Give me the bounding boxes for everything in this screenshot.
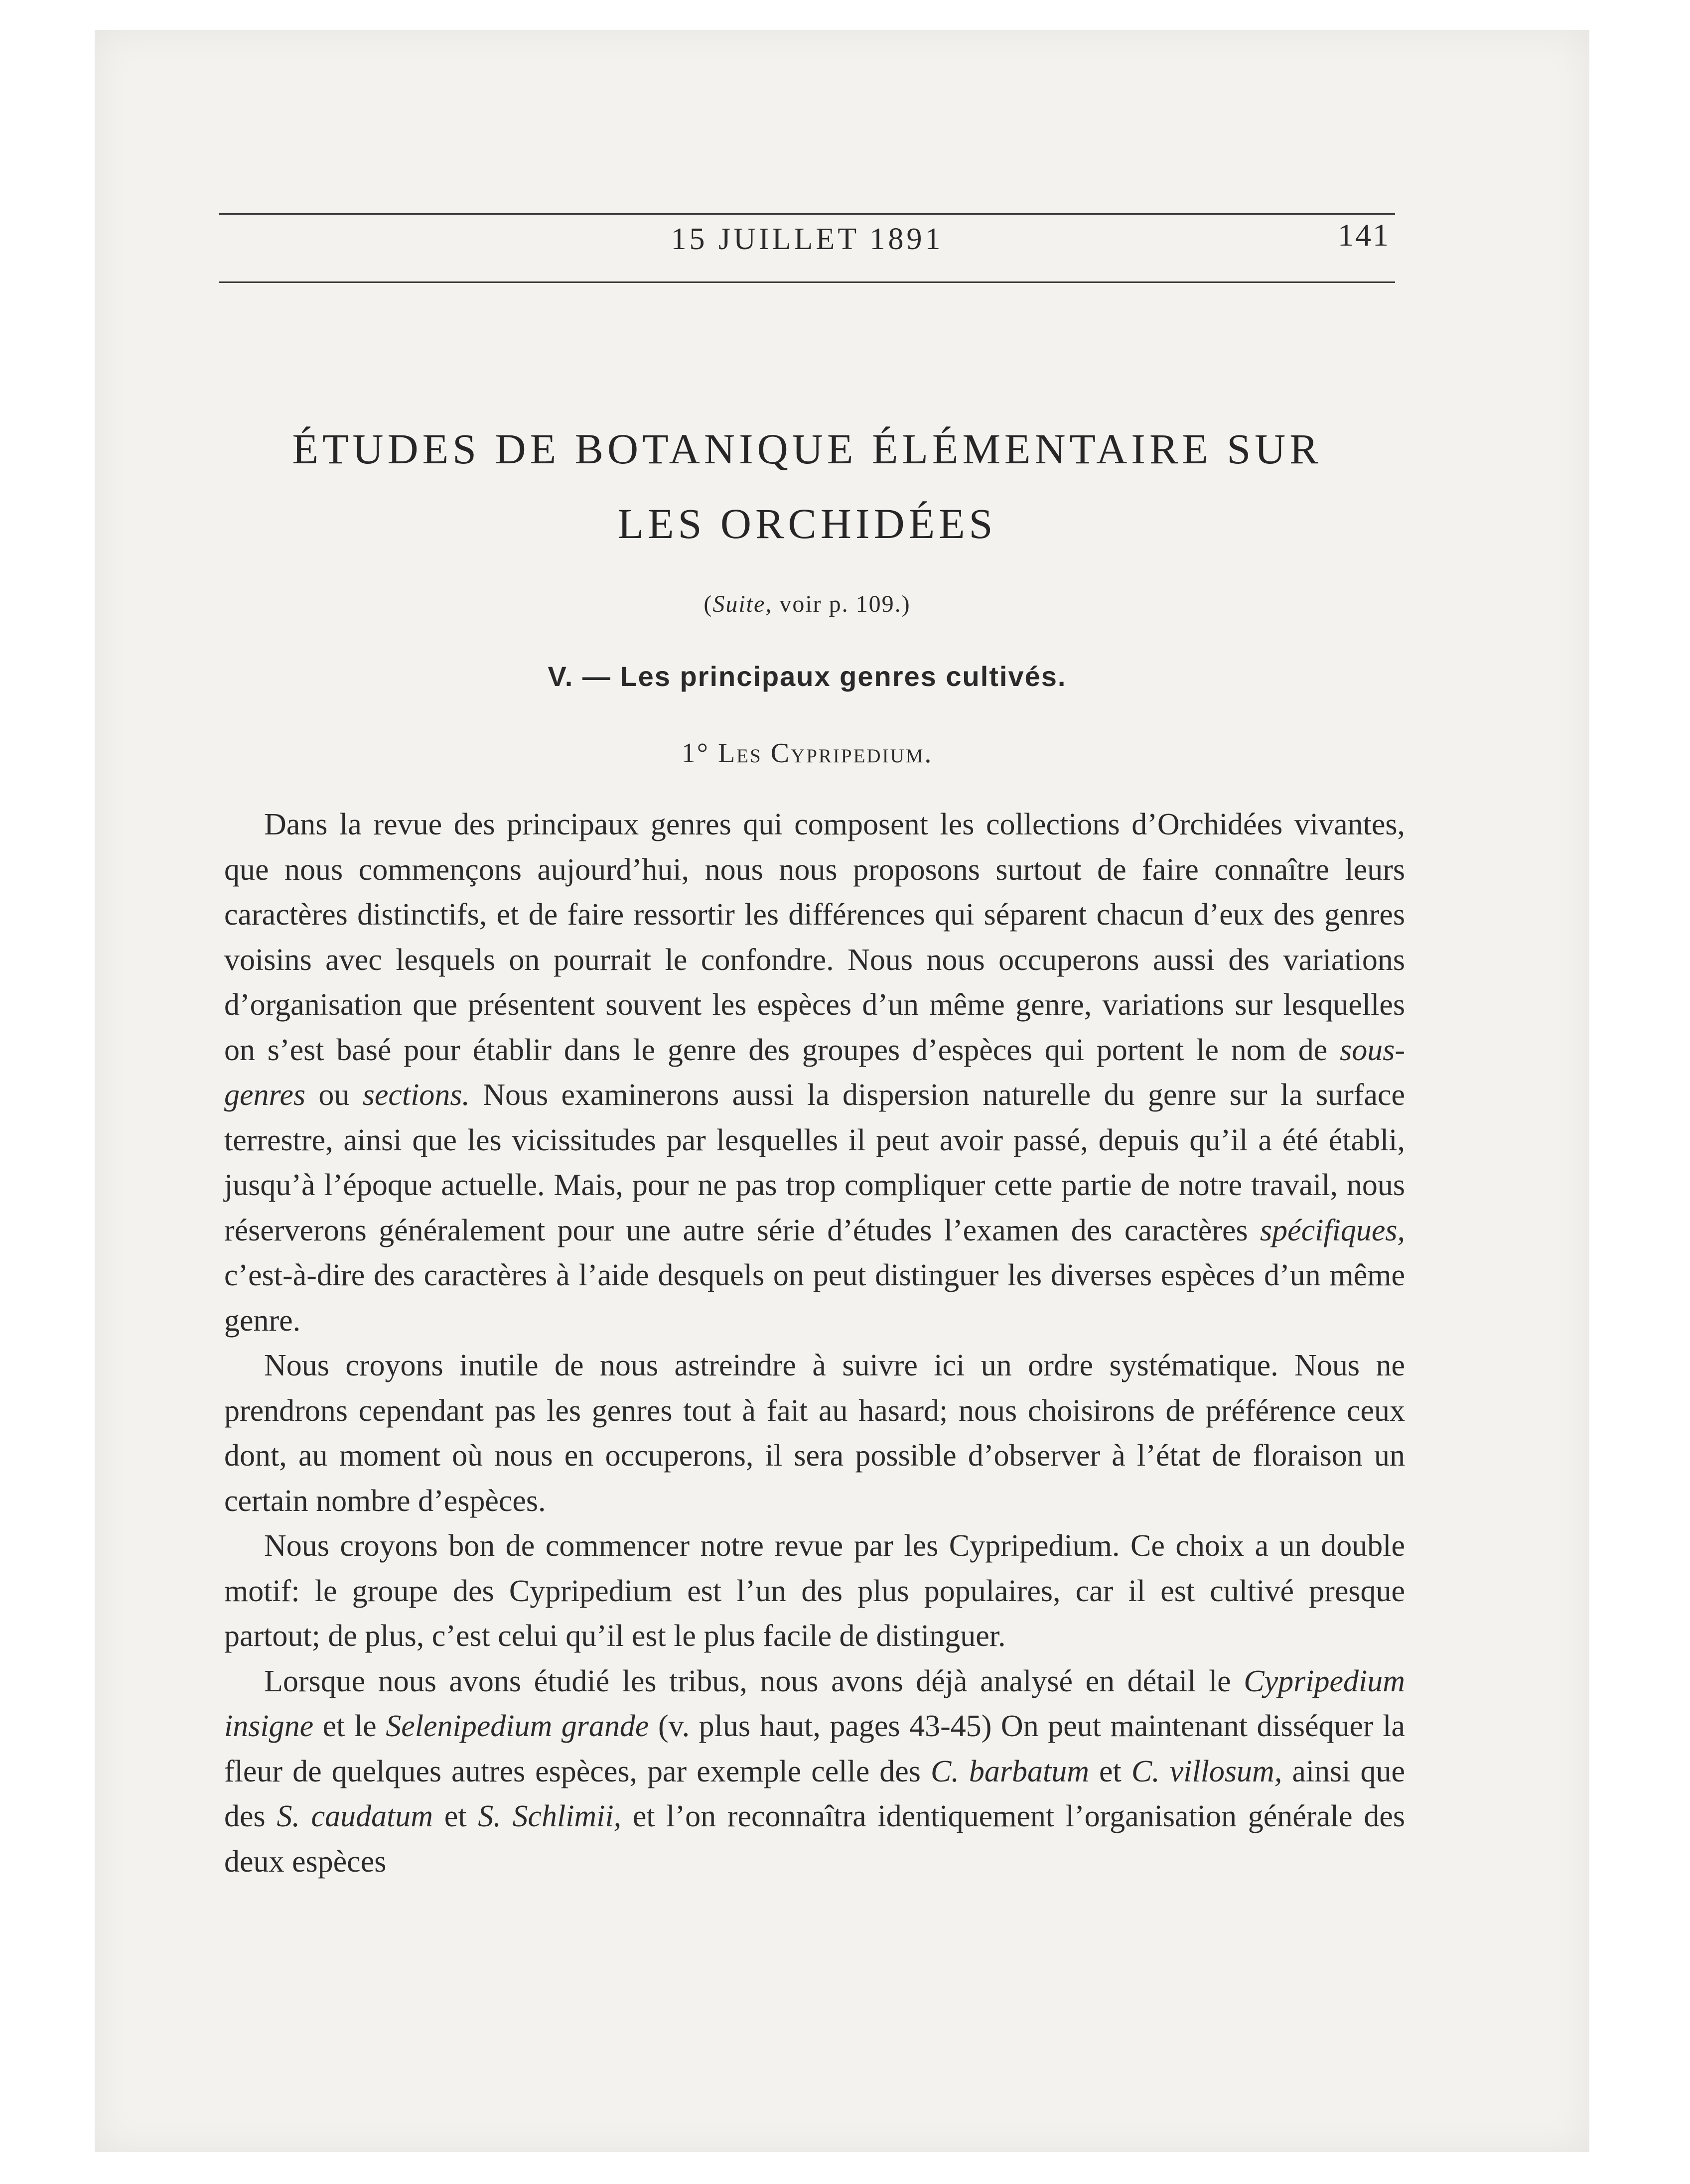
italic-term: spécifiques, [1260, 1213, 1405, 1247]
page-number: 141 [1338, 217, 1390, 253]
italic-species: S. caudatum [277, 1799, 433, 1833]
italic-species: C. villosum, [1131, 1754, 1282, 1788]
section-heading: V. — Les principaux genres cultivés. [548, 661, 1067, 692]
italic-species: S. Schlimii, [478, 1799, 622, 1833]
article-title-line-2: LES ORCHIDÉES [617, 500, 997, 547]
text-run: et le [313, 1709, 386, 1743]
text-run: (v. plus haut, pages 43-45) On peut maintenant disséquer la fleur de quelques autres espèces, par exemple celle des [224, 1709, 1405, 1788]
running-header [219, 217, 1395, 267]
text-run: et [1089, 1754, 1131, 1788]
italic-term: sections. [362, 1078, 470, 1112]
suite-label: Suite, [712, 591, 773, 617]
text-run: et [433, 1799, 478, 1833]
italic-species: Cypripedium insigne [224, 1664, 1405, 1743]
text-run: et l’on reconnaîtra identiquement l’organisation générale des deux espèces [224, 1799, 1406, 1879]
article-body [224, 802, 1405, 1884]
suite-reference: voir p. 109. [779, 591, 902, 617]
header-bottom-rule [219, 281, 1395, 283]
italic-term: sous-genres [224, 1033, 1405, 1112]
article-title-line-1: ÉTUDES DE BOTANIQUE ÉLÉMENTAIRE SUR [292, 425, 1322, 473]
subsection-heading: 1° Les Cypripedium. [681, 738, 933, 769]
text-run: ainsi que des [224, 1754, 1406, 1833]
continuation-note: (Suite, voir p. 109.) [704, 591, 911, 617]
header-date: 15 JUILLET 1891 [671, 222, 944, 256]
text-run: ou [305, 1078, 363, 1112]
paragraph-1 [224, 802, 1405, 1343]
text-run: Dans la revue des principaux genres qui composent les collections d’Orchidées vivantes, que nous commençons aujourd’hui, nous nous proposons surtout de faire connaître leurs caractères distinctifs, et de faire ressortir les différences qui séparent chacun d’eux des genres voisins avec lesquels on pourrait le confondre. Nous nous occuperons aussi des variations d’organisation que présentent souvent les espèces d’un même genre, variations sur lesquelles on s’est basé pour établir dans le genre des groupes d’espèces qui portent le nom de [224, 808, 1405, 1067]
paragraph-3: Nous croyons bon de commencer notre revue par les Cypripedium. Ce choix a un double motif: le groupe des Cypripedium est l’un des plus populaires, car il est cultivé presque partout; de plus, c’est celui qu’il est le plus facile de distinguer. [224, 1529, 1405, 1653]
text-run: Nous examinerons aussi la dispersion naturelle du genre sur la surface terrestre, ainsi que les vicissitudes par lesquelles il peut avoir passé, depuis qu’il a été établi, jusqu’à l’époque actuelle. Mais, pour ne pas trop compliquer cette partie de notre travail, nous réserverons généralement pour une autre série d’études l’examen des caractères [224, 1078, 1406, 1247]
italic-species: Selenipedium grande [386, 1709, 649, 1743]
italic-species: C. barbatum [930, 1754, 1089, 1788]
paragraph-2: Nous croyons inutile de nous astreindre à suivre ici un ordre systématique. Nous ne prendrons cependant pas les genres tout à fait au hasard; nous choisirons de préférence ceux dont, au moment où nous en occuperons, il sera possible d’observer à l’état de floraison un certain nombre d’espèces. [224, 1349, 1405, 1518]
text-run: Lorsque nous avons étudié les tribus, nous avons déjà analysé en détail le [264, 1664, 1244, 1698]
header-top-rule [219, 213, 1395, 215]
paragraph-4 [224, 1659, 1405, 1885]
text-run: c’est-à-dire des caractères à l’aide desquels on peut distinguer les diverses espèces d’un même genre. [224, 1258, 1405, 1338]
